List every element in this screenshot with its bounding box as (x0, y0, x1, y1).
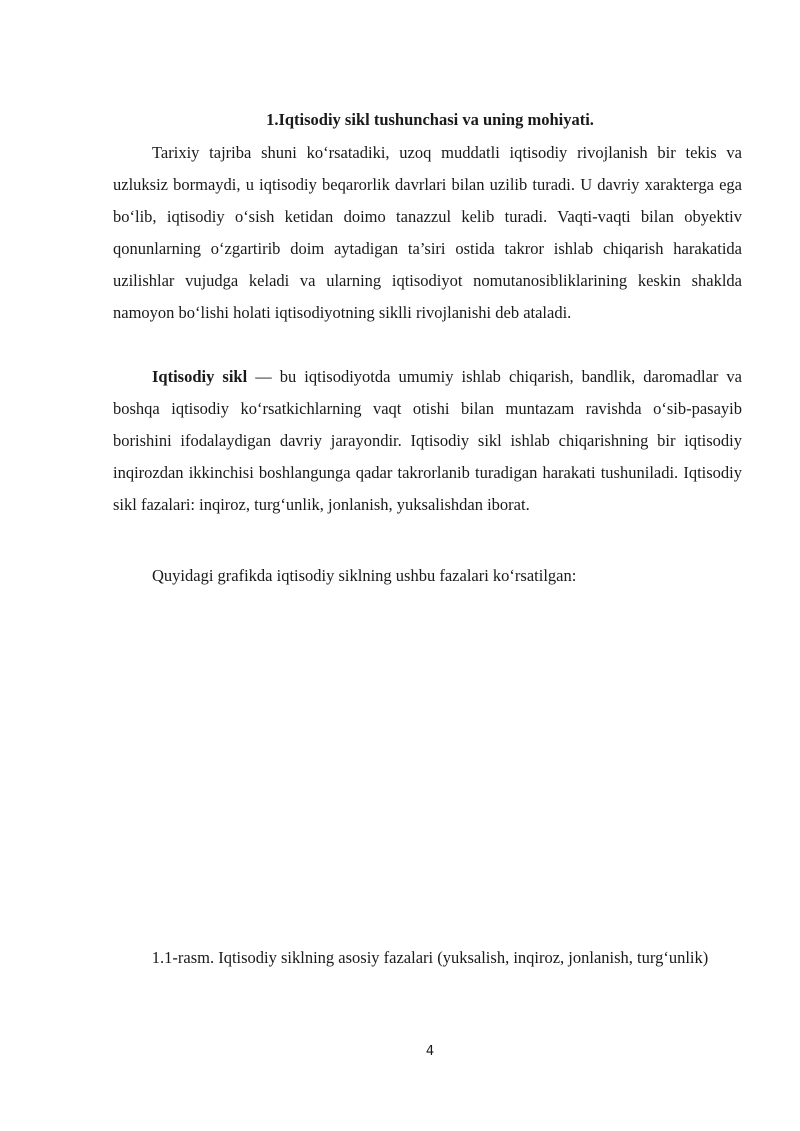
paragraph-history-text: Tarixiy tajriba shuni ko‘rsatadiki, uzoq muddatli iqtisodiy rivojlanish bir tekis va uzluksiz bormaydi, u iqtisodiy beqarorlik davrlari bilan uzilib turadi. U davriy xarakterga ega bo‘lib, iqtisodiy o‘sish ketidan doimo tanazzul kelib turadi. Vaqti-vaqti bilan obyektiv qonunlarning o‘zgartirib doim aytadigan ta’siri ostida takror ishlab chiqarish harakatida uzilishlar vujudga keladi va ularning iqtisodiyot nomutanosibliklarining keskin shaklda namoyon bo‘lishi holati iqtisodiyotning siklli rivojlanishi deb ataladi. (113, 143, 742, 322)
figure-caption: 1.1-rasm. Iqtisodiy siklning asosiy fazalari (yuksalish, inqiroz, jonlanish, turg‘unlik) (151, 948, 709, 967)
paragraph-graph-intro (113, 560, 742, 592)
figure-placeholder (113, 610, 742, 940)
section-heading: 1.Iqtisodiy sikl tushunchasi va uning mohiyati. (266, 110, 594, 129)
definition-body: — bu iqtisodiyotda umumiy ishlab chiqarish, bandlik, daromadlar va boshqa iqtisodiy ko‘rsatkichlarning vaqt otishi bilan muntazam ravishda o‘sib-pasayib borishini ifodalaydigan davriy jarayondir. Iqtisodiy sikl ishlab chiqarishning bir iqtisodiy inqirozdan ikkinchisi boshlangunga qadar takrorlanib turadigan harakati tushuniladi. Iqtisodiy sikl fazalari: inqiroz, turg‘unlik, jonlanish, yuksalishdan iborat. (113, 367, 743, 514)
paragraph-definition-text (113, 361, 742, 521)
paragraph-history (113, 137, 742, 329)
page-number: 4 (425, 1044, 435, 1059)
paragraph-graph-intro-text: Quyidagi grafikda iqtisodiy siklning ushbu fazalari ko‘rsatilgan: (152, 566, 577, 585)
defined-term: Iqtisodiy sikl (152, 367, 248, 386)
paragraph-definition (113, 361, 742, 521)
